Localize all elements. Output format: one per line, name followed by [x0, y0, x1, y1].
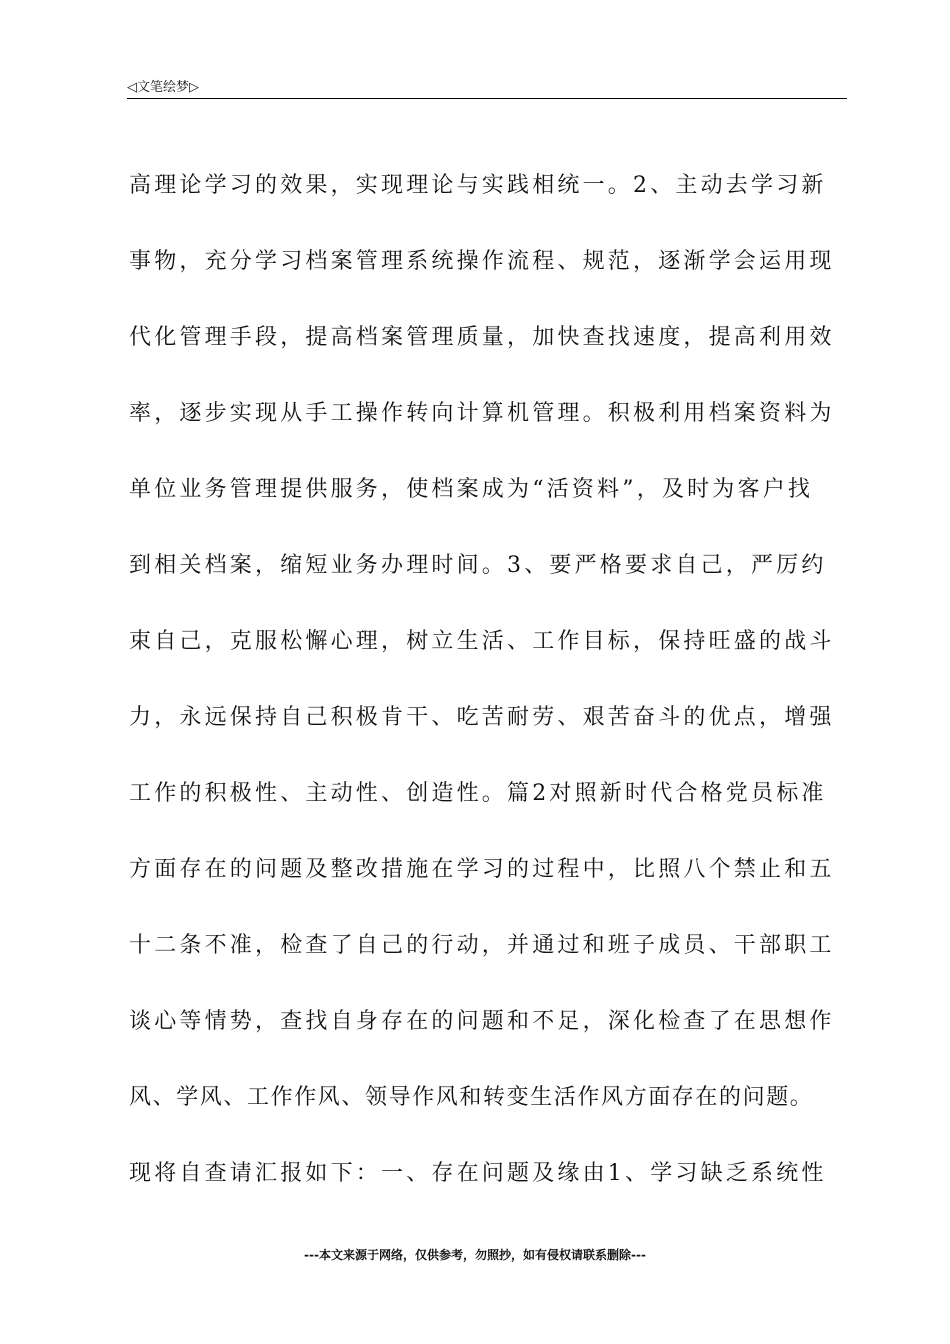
- body-line: 束自己，克服松懈心理，树立生活、工作目标，保持旺盛的战斗: [129, 629, 835, 654]
- body-line: 风、学风、工作作风、领导作风和转变生活作风方面存在的问题。: [129, 1085, 814, 1110]
- body-line: 到相关档案，缩短业务办理时间。3、要严格要求自己，严厉约: [129, 553, 827, 578]
- body-line: 单位业务管理提供服务，使档案成为“活资料”，及时为客户找: [129, 477, 814, 502]
- body-line: 十二条不准，检查了自己的行动，并通过和班子成员、干部职工: [129, 933, 835, 958]
- footer-disclaimer: ---本文来源于网络，仅供参考，勿照抄，如有侵权请联系删除---: [304, 1248, 646, 1262]
- body-line: 代化管理手段，提高档案管理质量，加快查找速度，提高利用效: [129, 325, 835, 350]
- page-header: [127, 74, 847, 99]
- body-line: 率，逐步实现从手工操作转向计算机管理。积极利用档案资料为: [129, 401, 835, 426]
- body-line: 谈心等情势，查找自身存在的问题和不足，深化检查了在思想作: [129, 1009, 835, 1034]
- header-title: ◁文笔绘梦▷: [127, 80, 199, 95]
- body-line: 事物，充分学习档案管理系统操作流程、规范，逐渐学会运用现: [129, 249, 835, 274]
- body-line: 现将自查请汇报如下：一、存在问题及缘由1、学习缺乏系统性: [129, 1161, 827, 1186]
- document-body: [129, 170, 849, 1234]
- body-line: 工作的积极性、主动性、创造性。篇2对照新时代合格党员标准: [129, 781, 827, 806]
- body-line: 方面存在的问题及整改措施在学习的过程中，比照八个禁止和五: [129, 857, 835, 882]
- body-line: 力，永远保持自己积极肯干、吃苦耐劳、艰苦奋斗的优点，增强: [129, 705, 835, 730]
- body-line: 高理论学习的效果，实现理论与实践相统一。2、主动去学习新: [129, 173, 827, 198]
